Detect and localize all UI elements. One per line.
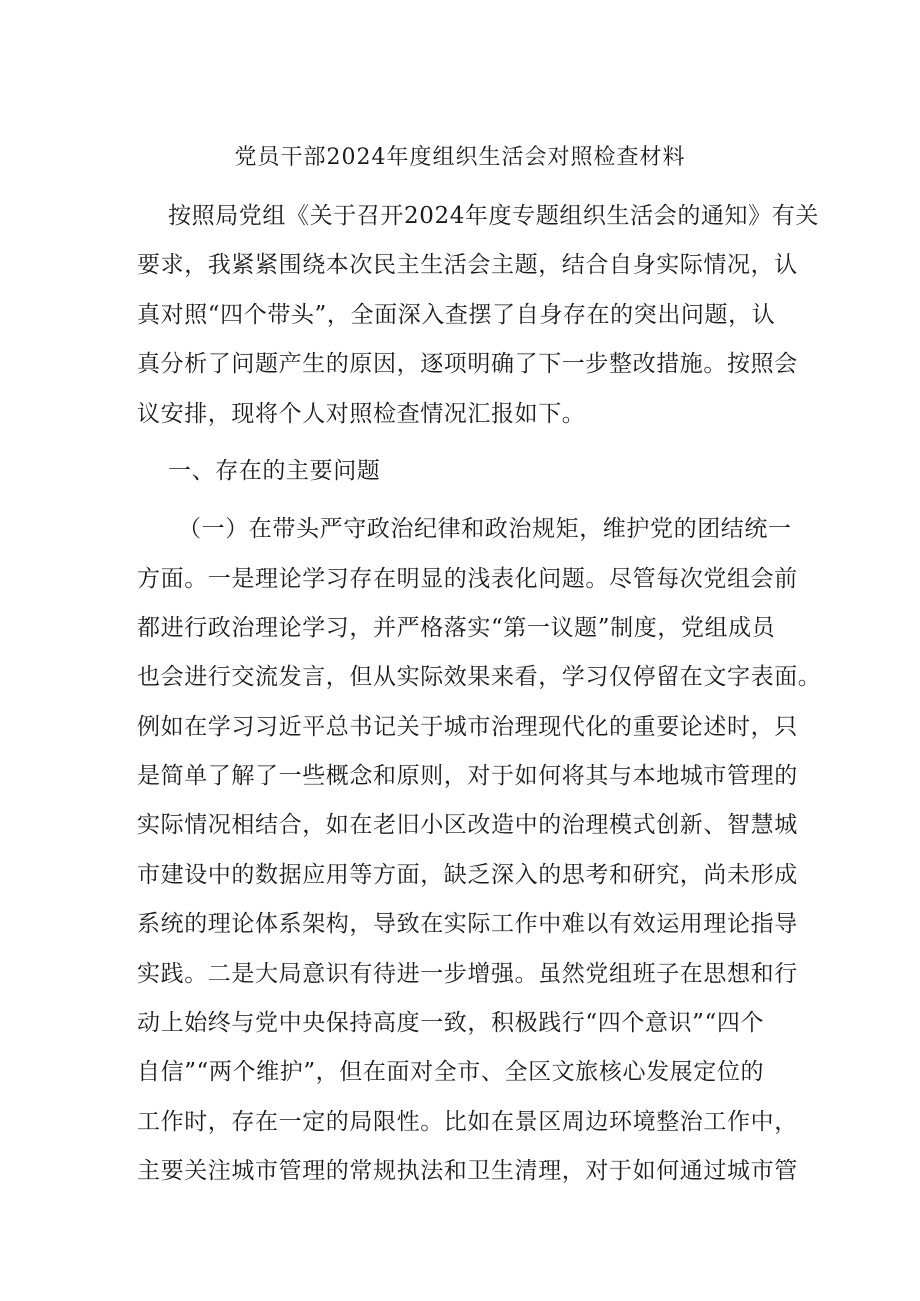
body-line: 是简单了解了一些概念和原则，对于如何将其与本地城市管理的 (137, 763, 798, 789)
intro-line: 真分析了问题产生的原因，逐项明确了下一步整改措施。按照会 (137, 351, 798, 377)
intro-line: 要求，我紧紧围绕本次民主生活会主题，结合自身实际情况，认 (137, 252, 798, 278)
body-line: 工作时，存在一定的局限性。比如在景区周边环境整治工作中， (137, 1109, 798, 1135)
section-heading: 一、存在的主要问题 (168, 458, 381, 484)
body-line: 例如在学习习近平总书记关于城市治理现代化的重要论述时，只 (137, 714, 798, 740)
body-line: 也会进行交流发言，但从实际效果来看，学习仅停留在文字表面。 (137, 664, 822, 690)
body-line: 方面。一是理论学习存在明显的浅表化问题。尽管每次党组会前 (137, 566, 798, 592)
body-line: 实践。二是大局意识有待进一步增强。虽然党组班子在思想和行 (137, 961, 798, 987)
body-line: 主要关注城市管理的常规执法和卫生清理，对于如何通过城市管 (137, 1158, 798, 1184)
intro-line: 议安排，现将个人对照检查情况汇报如下。 (137, 401, 586, 427)
body-line: 系统的理论体系架构，导致在实际工作中难以有效运用理论指导 (137, 911, 798, 937)
body-line: 动上始终与党中央保持高度一致，积极践行“四个意识”“四个 (137, 1010, 765, 1036)
body-line: 市建设中的数据应用等方面，缺乏深入的思考和研究，尚未形成 (137, 862, 798, 888)
body-line: 实际情况相结合，如在老旧小区改造中的治理模式创新、智慧城 (137, 812, 798, 838)
body-line: （一）在带头严守政治纪律和政治规矩，维护党的团结统一 (178, 516, 792, 542)
intro-line: 按照局党组《关于召开2024年度专题组织生活会的通知》有关 (168, 203, 819, 229)
intro-line: 真对照“四个带头”，全面深入查摆了自身存在的突出问题，认 (137, 302, 776, 328)
document-title: 党员干部2024年度组织生活会对照检查材料 (234, 145, 686, 170)
body-line: 自信”“两个维护”，但在面对全市、全区文旅核心发展定位的 (137, 1059, 765, 1085)
body-line: 都进行政治理论学习，并严格落实“第一议题”制度，党组成员 (137, 615, 776, 641)
